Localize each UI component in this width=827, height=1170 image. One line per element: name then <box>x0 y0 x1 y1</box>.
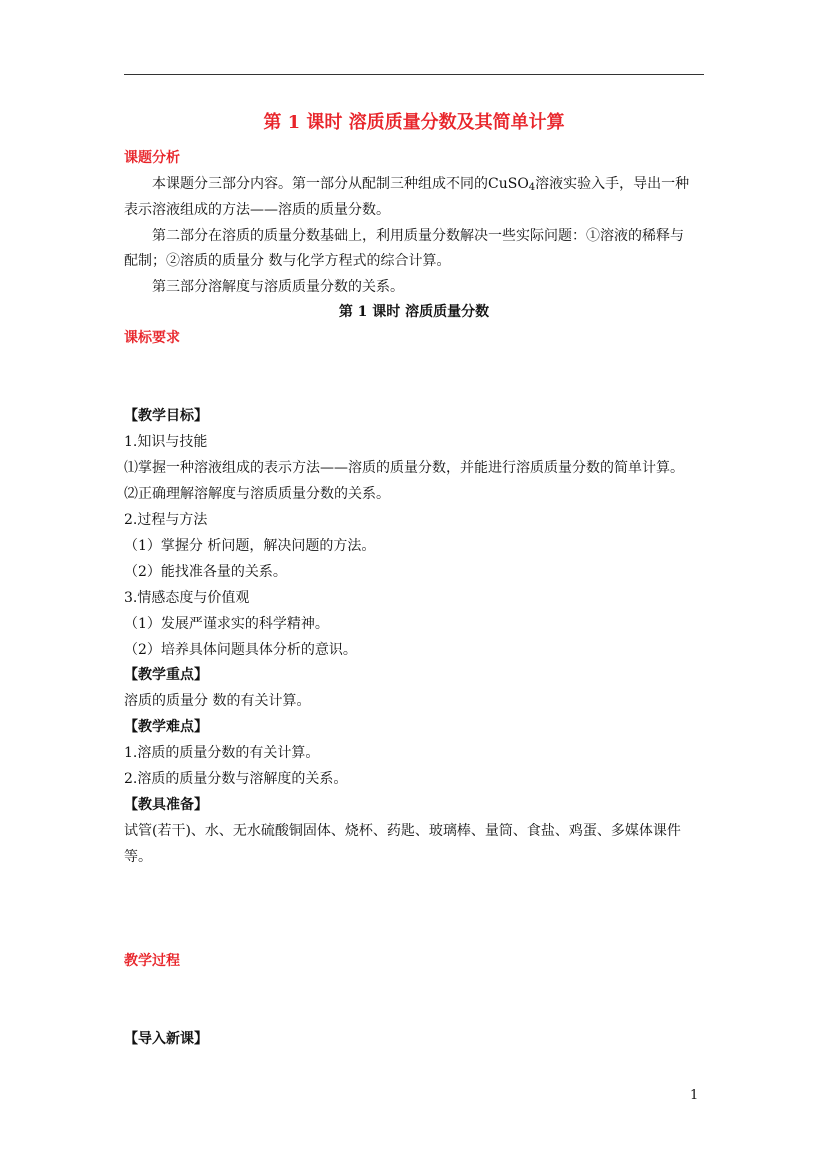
goal-2-1: （1）掌握分 析问题，解决问题的方法。 <box>124 538 376 554</box>
formula-base: CuSO <box>488 176 529 192</box>
goal-1-1: ⑴掌握一种溶液组成的表示方法——溶质的质量分数，并能进行溶质质量分数的简单计算。 <box>124 460 684 476</box>
cuso4-formula <box>488 176 535 192</box>
goal-3-1: （1）发展严谨求实的科学精神。 <box>124 616 329 632</box>
header-rule <box>124 74 704 75</box>
goal-1-2: ⑵正确理解溶解度与溶质质量分数的关系。 <box>124 486 390 502</box>
page-number: 1 <box>690 1088 699 1103</box>
section-heading-standard: 课标要求 <box>124 330 180 346</box>
section-heading-analysis: 课题分析 <box>124 150 180 166</box>
paragraph-1-line-2: 表示溶液组成的方法——溶质的质量分数。 <box>124 202 390 218</box>
formula-subscript: 4 <box>528 182 536 193</box>
goal-2-2: （2）能找准各量的关系。 <box>124 564 287 580</box>
goal-1: 1.知识与技能 <box>124 434 208 450</box>
paragraph-2-line-1: 第二部分在溶质的质量分数基础上，利用质量分数解决一些实际问题：①溶液的稀释与 <box>152 228 684 244</box>
goal-2: 2.过程与方法 <box>124 512 208 528</box>
goal-3-2: （2）培养具体问题具体分析的意识。 <box>124 642 357 658</box>
section-heading-process: 教学过程 <box>124 953 180 969</box>
paragraph-1-line-1 <box>152 174 689 198</box>
goals-heading: 【教学目标】 <box>124 408 208 424</box>
prep-heading: 【教具准备】 <box>124 797 208 813</box>
paragraph-3: 第三部分溶解度与溶质质量分数的关系。 <box>152 279 404 295</box>
intro-heading: 【导入新课】 <box>124 1031 208 1047</box>
difficult-1: 1.溶质的质量分数的有关计算。 <box>124 745 320 761</box>
paragraph-1-text-a: 本课题分三部分内容。第一部分从配制三种组成不同的 <box>152 176 488 192</box>
difficult-2: 2.溶质的质量分数与溶解度的关系。 <box>124 771 348 787</box>
paragraph-2-line-2: 配制；②溶质的质量分 数与化学方程式的综合计算。 <box>124 253 451 269</box>
goal-3: 3.情感态度与价值观 <box>124 590 250 606</box>
key-text: 溶质的质量分 数的有关计算。 <box>124 693 311 709</box>
document-title: 第 1 课时 溶质质量分数及其简单计算 <box>263 112 565 133</box>
key-heading: 【教学重点】 <box>124 667 208 683</box>
prep-text-line-1: 试管(若干)、水、无水硫酸铜固体、烧杯、药匙、玻璃棒、量筒、食盐、鸡蛋、多媒体课件 <box>124 823 681 839</box>
prep-text-line-2: 等。 <box>124 849 152 865</box>
subtitle: 第 1 课时 溶质质量分数 <box>338 304 490 320</box>
paragraph-1-text-b: 溶液实验入手，导出一种 <box>535 176 690 192</box>
difficult-heading: 【教学难点】 <box>124 719 208 735</box>
